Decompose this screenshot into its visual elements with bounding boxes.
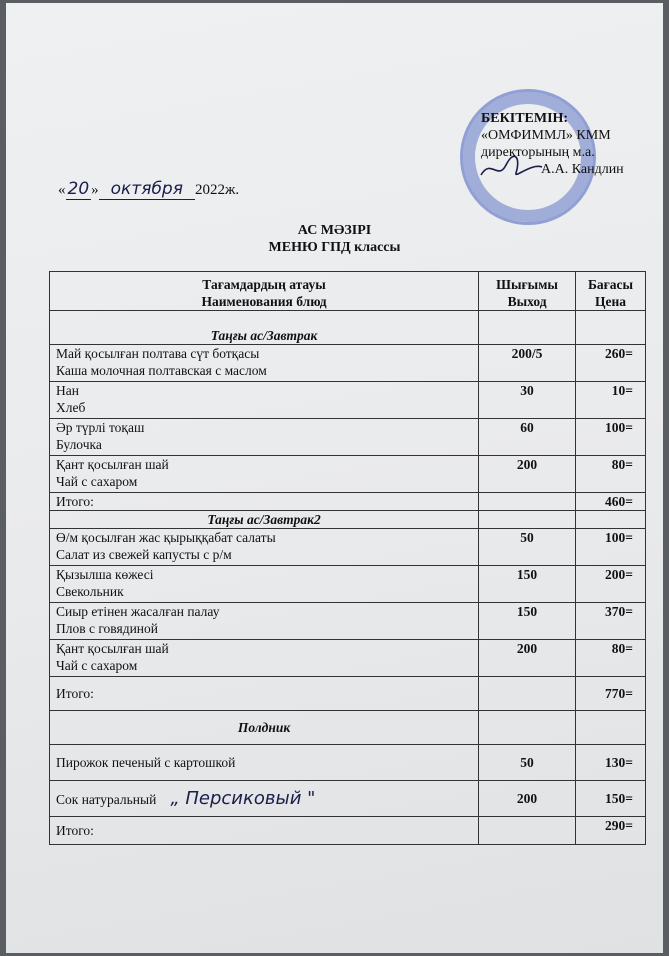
dish-name-kz: Май қосылған полтава сүт ботқасы <box>56 346 260 361</box>
header-name-ru: Наименования блюд <box>201 294 327 309</box>
dish-name-kz: Қант қосылған шай <box>56 457 169 472</box>
dish-output: 60 <box>479 419 576 456</box>
dish-price: 80= <box>576 456 646 493</box>
section-header <box>50 511 646 529</box>
approval-name: А.А. Кандлин <box>541 162 624 177</box>
dish-price: 370= <box>576 603 646 640</box>
dish-price: 80= <box>576 640 646 677</box>
table-row <box>50 745 646 781</box>
section-title: Таңғы ас/Завтрак2 <box>50 511 479 529</box>
header-output-ru: Выход <box>507 294 547 309</box>
header-price <box>576 272 646 311</box>
document-page <box>6 3 663 953</box>
dish-name-kz: Қант қосылған шай <box>56 641 169 656</box>
dish-output: 150 <box>479 566 576 603</box>
dish-price: 150= <box>576 781 646 817</box>
dish-output: 30 <box>479 382 576 419</box>
total-label: Итого: <box>50 817 479 845</box>
dish-output: 150 <box>479 603 576 640</box>
dish-name-ru: Булочка <box>56 437 102 452</box>
dish-output: 50 <box>479 529 576 566</box>
total-row <box>50 817 646 845</box>
total-price: 460= <box>576 493 646 511</box>
dish-price: 10= <box>576 382 646 419</box>
dish-name-ru: Пирожок печеный с картошкой <box>50 745 479 781</box>
date-day: 20 <box>67 179 90 199</box>
total-price: 770= <box>576 677 646 711</box>
dish-name-ru: Плов с говядиной <box>56 621 159 636</box>
dish-output: 50 <box>479 745 576 781</box>
table-row <box>50 529 646 566</box>
document-date <box>58 179 239 199</box>
dish-price: 200= <box>576 566 646 603</box>
header-name-kz: Тағамдардың атауы <box>202 277 326 292</box>
table-row <box>50 345 646 382</box>
dish-name-kz: Ө/м қосылған жас қырыққабат салаты <box>56 530 276 545</box>
dish-output: 200 <box>479 456 576 493</box>
approval-block <box>481 110 624 178</box>
total-price: 290= <box>576 817 646 845</box>
dish-name-kz: Әр түрлі тоқаш <box>56 420 145 435</box>
menu-table <box>49 271 646 845</box>
dish-price: 100= <box>576 419 646 456</box>
total-label: Итого: <box>50 493 479 511</box>
dish-name-ru: Чай с сахаром <box>56 474 138 489</box>
header-output-kz: Шығымы <box>496 277 558 292</box>
total-label: Итого: <box>50 677 479 711</box>
header-price-kz: Бағасы <box>587 277 634 292</box>
dish-name-ru: Свекольник <box>56 584 124 599</box>
dish-name-ru: Каша молочная полтавская с маслом <box>56 363 267 378</box>
title-ru: МЕНЮ ГПД классы <box>268 240 401 255</box>
total-row <box>50 493 646 511</box>
section-header <box>50 711 646 745</box>
dish-output: 200 <box>479 781 576 817</box>
dish-name-ru: Сок натуральный <box>56 791 157 807</box>
table-row <box>50 603 646 640</box>
title-kz: АС МӘЗІРІ <box>297 223 372 238</box>
section-header <box>50 311 646 345</box>
approval-position: директорының м.а. <box>481 145 595 160</box>
table-row <box>50 456 646 493</box>
header-output <box>479 272 576 311</box>
handwritten-note: „ Персиковый " <box>170 787 316 809</box>
table-row <box>50 781 646 817</box>
dish-output: 200/5 <box>479 345 576 382</box>
date-month: октября <box>99 179 195 200</box>
dish-price: 130= <box>576 745 646 781</box>
dish-name-kz: Қызылша көжесі <box>56 567 154 582</box>
approval-title: БЕКІТЕМІН: <box>481 111 569 126</box>
dish-name-kz: Сиыр етінен жасалған палау <box>56 604 220 619</box>
dish-price: 260= <box>576 345 646 382</box>
dish-price: 100= <box>576 529 646 566</box>
date-close-quote: » <box>91 182 99 198</box>
table-header <box>50 272 646 311</box>
date-open-quote: « <box>58 182 66 198</box>
header-price-ru: Цена <box>594 294 627 309</box>
total-row <box>50 677 646 711</box>
date-year: 2022ж. <box>194 182 240 198</box>
dish-name-ru: Салат из свежей капусты с р/м <box>56 547 232 562</box>
table-row <box>50 640 646 677</box>
dish-name-ru: Хлеб <box>56 400 86 415</box>
table-row <box>50 419 646 456</box>
table-row <box>50 566 646 603</box>
dish-name-kz: Нан <box>56 383 79 398</box>
section-title: Таңғы ас/Завтрак <box>50 311 479 345</box>
section-title: Полдник <box>50 711 479 745</box>
header-name <box>50 272 479 311</box>
dish-name-ru: Чай с сахаром <box>56 658 138 673</box>
table-row <box>50 382 646 419</box>
approval-org: «ОМФИММЛ» КММ <box>481 128 611 143</box>
dish-output: 200 <box>479 640 576 677</box>
